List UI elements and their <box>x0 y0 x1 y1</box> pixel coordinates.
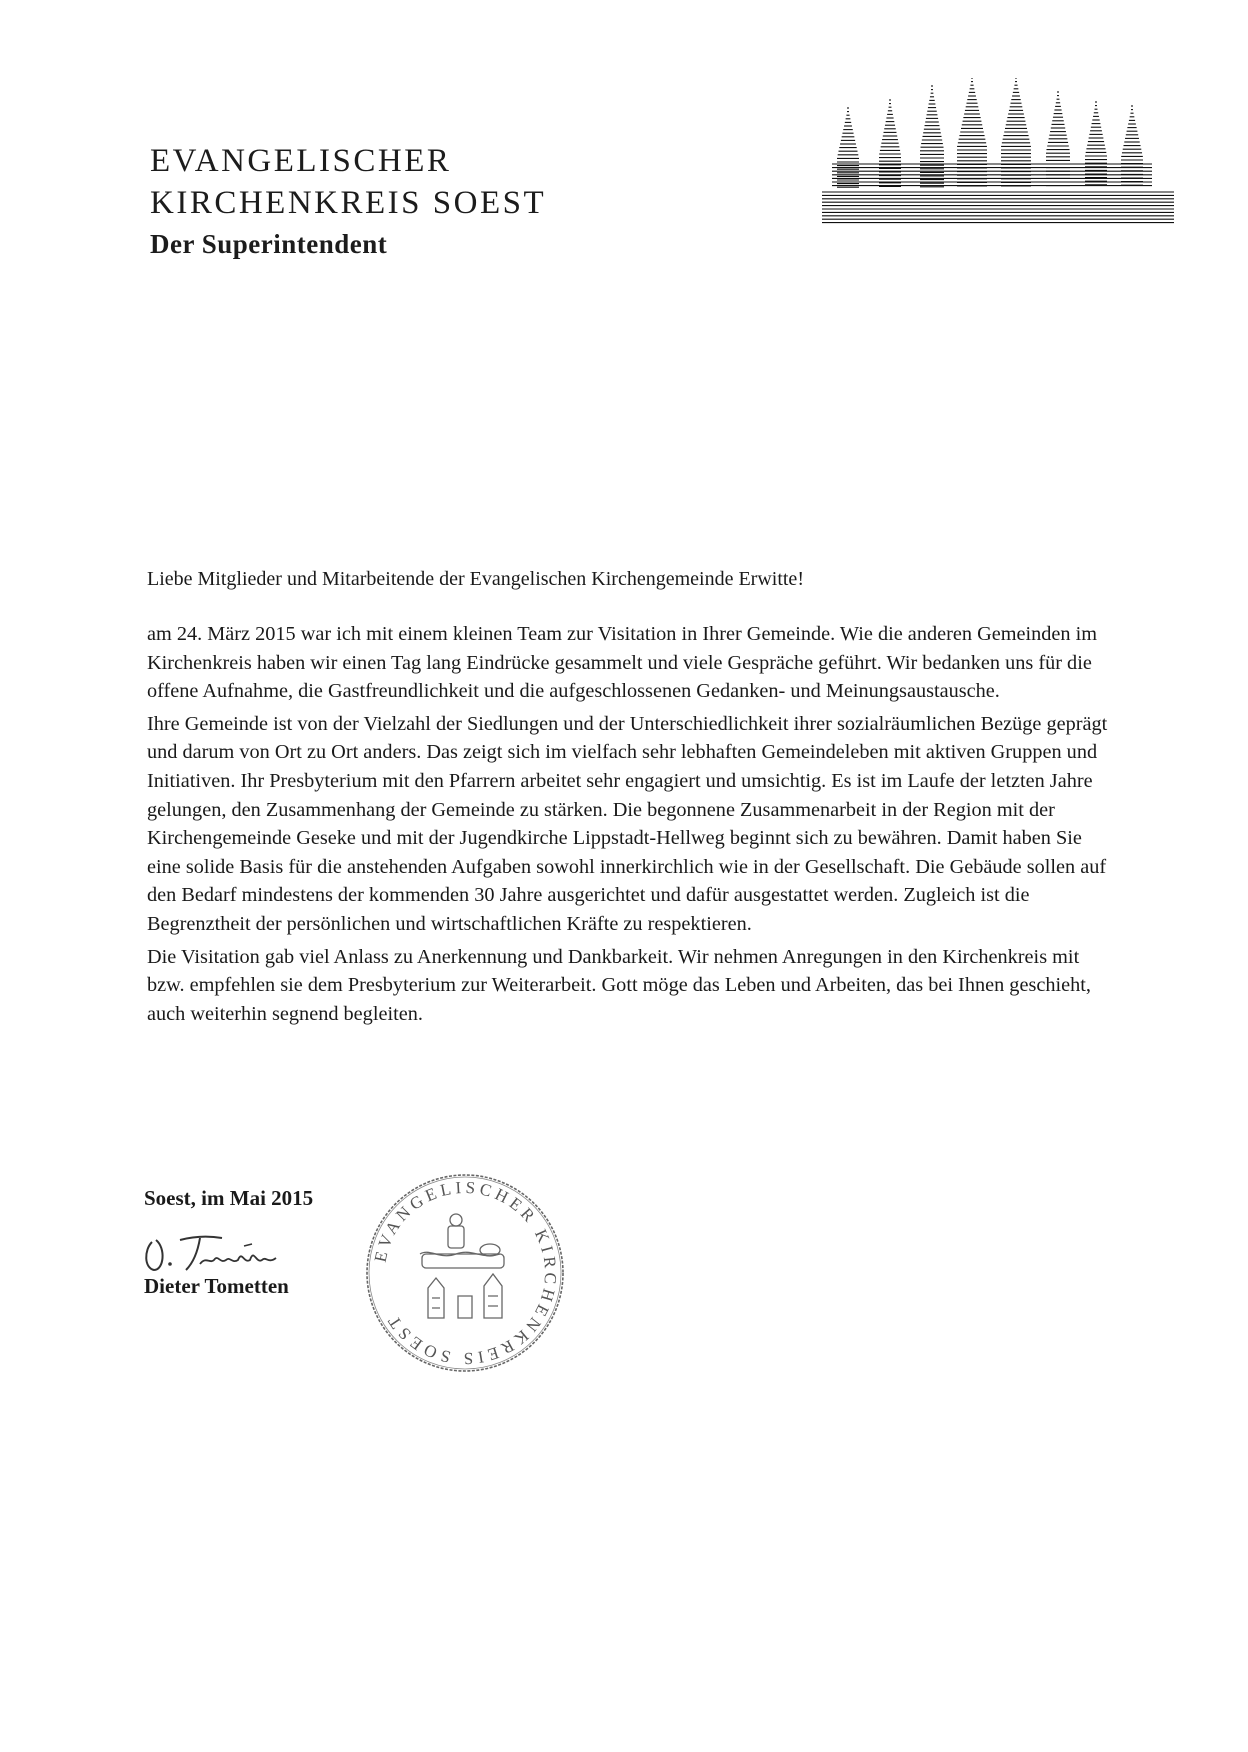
closing-block <box>144 1183 313 1213</box>
letterhead-org-line1: EVANGELISCHER <box>150 143 452 179</box>
svg-text:EVANGELISCHER KIRCHENKREIS SOE: EVANGELISCHER KIRCHENKREIS SOEST <box>370 1177 561 1369</box>
salutation: Liebe Mitglieder und Mitarbeitende der Evangelischen Kirchengemeinde Erwitte! <box>147 568 804 590</box>
paragraph: Ihre Gemeinde ist von der Vielzahl der Siedlungen und der Unterschiedlichkeit ihrer sozialräumlichen Bezüge geprägt und darum von Ort zu Ort anders. Das zeigt sich im vielfach sehr lebhaften Gemeindeleben mit aktiven Gruppen und Initiativen. Ihr Presbyterium mit den Pfarrern arbeitet sehr engagiert und umsichtig. Es ist im Laufe der letzten Jahre gelungen, den Zusammenhang der Gemeinde zu stärken. Die begonnene Zusammenarbeit in der Region mit der Kirchengemeinde Geseke und mit der Jugendkirche Lippstadt-Hellweg beginnt sich zu bewähren. Damit haben Sie eine solide Basis für die anstehenden Aufgaben sowohl innerkirchlich wie in der Gesellschaft. Die Gebäude sollen auf den Bedarf mindestens der kommenden 30 Jahre ausgerichtet und dafür ausgestattet werden. Zugleich ist die Begrenztheit der persönlichen und wirtschaftlichen Kräfte zu respektieren. <box>147 712 1108 935</box>
letter-body <box>147 620 1112 1032</box>
paragraph: Die Visitation gab viel Anlass zu Anerkennung und Dankbarkeit. Wir nehmen Anregungen in den Kirchenkreis mit bzw. empfehlen sie dem Presbyterium zur Weiterarbeit. Gott möge das Leben und Arbeiten, das bei Ihnen geschieht, auch weiterhin segnend begleiten. <box>147 945 1091 1025</box>
official-seal <box>360 1168 570 1378</box>
letterhead-org-line2: KIRCHENKREIS SOEST <box>150 185 547 221</box>
letterhead-role: Der Superintendent <box>150 229 388 259</box>
signatory-name: Dieter Tometten <box>144 1274 289 1298</box>
place-date: Soest, im Mai 2015 <box>144 1186 314 1210</box>
paragraph: am 24. März 2015 war ich mit einem kleinen Team zur Visitation in Ihrer Gemeinde. Wie die anderen Gemeinden im Kirchenkreis haben wir einen Tag lang Eindrücke gesammelt und viele Gespräche geführt. Wir bedanken uns für die offene Aufnahme, die Gastfreundlichkeit und die aufgeschlossenen Gedanken- und Meinungsaustausche. <box>147 623 1098 703</box>
letterhead <box>150 140 546 264</box>
church-skyline-logo <box>822 78 1174 228</box>
